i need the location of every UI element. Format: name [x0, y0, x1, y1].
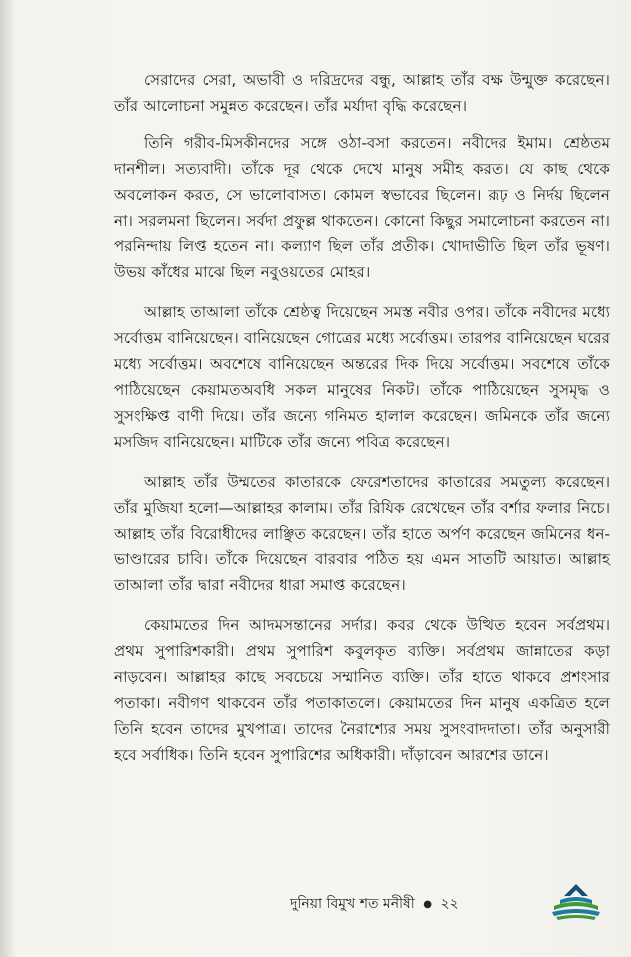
paragraph-4: আল্লাহ তাঁর উম্মতের কাতারকে ফেরেশতাদের কাতারের সমতুল্য করেছেন। তাঁর মুজিযা হলো—আল্লাহর কালাম। তাঁর রিযিক রেখেছেন তাঁর বর্শার ফলার নিচে। আল্লাহ তাঁর বিরোধীদের লাঞ্ছিত করেছেন। তাঁর হাতে অর্পণ করেছেন জমিনের ধন-ভাণ্ডারের চাবি। তাঁকে দিয়েছেন বারবার পঠিত হয় এমন সাতটি আয়াত। আল্লাহ তাআলা তাঁর দ্বারা নবীদের ধারা সমাপ্ত করেছেন।: [114, 472, 610, 595]
page-spine-shadow: [0, 0, 14, 957]
footer-book-title: দুনিয়া বিমুখ শত মনীষী: [290, 896, 415, 912]
page-footer: [290, 892, 459, 916]
paragraph-2: তিনি গরীব-মিসকীনদের সঙ্গে ওঠা-বসা করতেন। নবীদের ইমাম। শ্রেষ্ঠতম দানশীল। সত্যবাদী। তাঁকে দূর থেকে দেখে মানুষ সমীহ করত। যে কাছ থেকে অবলোকন করত, সে ভালোবাসত। কোমল স্বভাবের ছিলেন। রূঢ় ও নির্দয় ছিলেন না। সরলমনা ছিলেন। সর্বদা প্রফুল্ল থাকতেন। কোনো কিছুর সমালোচনা করতেন না। পরনিন্দায় লিপ্ত হতেন না। কল্যাণ ছিল তাঁর প্রতীক। খোদাভীতি ছিল তাঁর ভূষণ। উভয় কাঁধের মাঝে ছিল নবুওয়তের মোহর।: [114, 133, 610, 282]
footer-page-number: ২২: [440, 896, 459, 912]
paragraph-5: কেয়ামতের দিন আদমসন্তানের সর্দার। কবর থেকে উত্থিত হবেন সর্বপ্রথম। প্রথম সুপারিশকারী। প্রথম সুপারিশ কবুলকৃত ব্যক্তি। সর্বপ্রথম জান্নাতের কড়া নাড়বেন। আল্লাহর কাছে সবচেয়ে সম্মানিত ব্যক্তি। তাঁর হাতে থাকবে প্রশংসার পতাকা। নবীগণ থাকবেন তাঁর পতাকাতলে। কেয়ামতের দিন মানুষ একত্রিত হলে তিনি হবেন তাদের মুখপাত্র। তাদের নৈরাশ্যের সময় সুসংবাদদাতা। তাঁর অনুসারী হবে সর্বাধিক। তিনি হবেন সুপারিশের অধিকারী। দাঁড়াবেন আরশের ডানে।: [114, 616, 610, 764]
page-body: [114, 68, 610, 783]
footer-separator: ●: [423, 898, 432, 910]
paragraph-1: সেরাদের সেরা, অভাবী ও দরিদ্রদের বন্ধু, আল্লাহ তাঁর বক্ষ উন্মুক্ত করেছেন। তাঁর আলোচনা সমুন্নত করেছেন। তাঁর মর্যাদা বৃদ্ধি করেছেন।: [114, 71, 610, 115]
paragraph-3: আল্লাহ তাআলা তাঁকে শ্রেষ্ঠত্ব দিয়েছেন সমস্ত নবীর ওপর। তাঁকে নবীদের মধ্যে সর্বোত্তম বানিয়েছেন। বানিয়েছেন গোত্রের মধ্যে সর্বোত্তম। তারপর বানিয়েছেন ঘরের মধ্যে সর্বোত্তম। অবশেষে বানিয়েছেন অন্তরের দিক দিয়ে সর্বোত্তম। সবশেষে তাঁকে পাঠিয়েছেন কেয়ামতঅবধি সকল মানুষের নিকট। তাঁকে পাঠিয়েছেন সুসমৃদ্ধ ও সুসংক্ষিপ্ত বাণী দিয়ে। তাঁর জন্যে গনিমত হালাল করেছেন। জমিনকে তাঁর জন্যে মসজিদ বানিয়েছেন। মাটিকে তাঁর জন্যে পবিত্র করেছেন।: [114, 303, 610, 451]
publisher-logo-icon: [548, 880, 604, 924]
